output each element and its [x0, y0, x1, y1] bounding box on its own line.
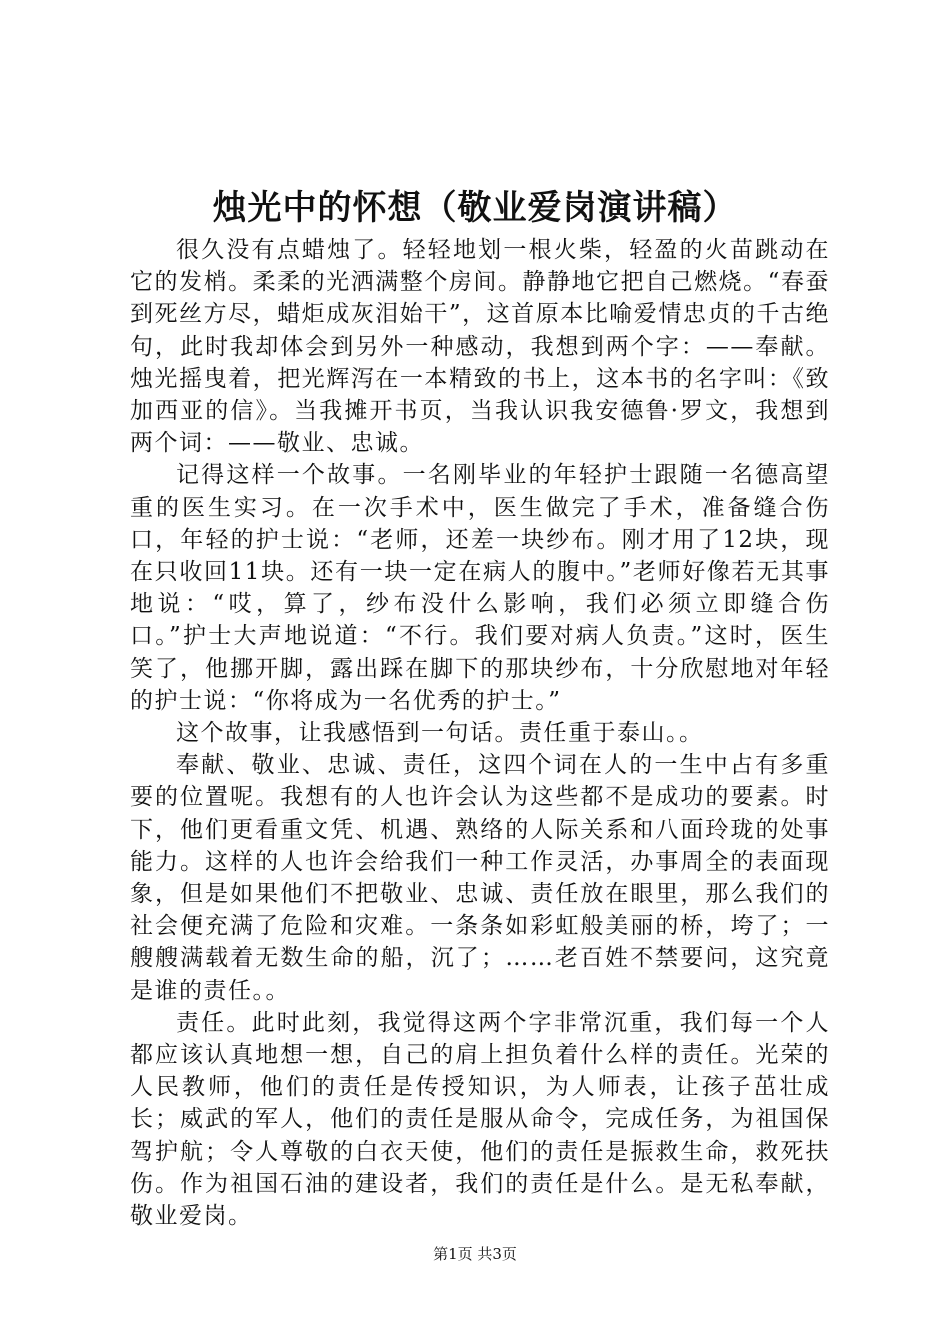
- paragraph-responsibility: 责任。此时此刻，我觉得这两个字非常沉重，我们每一个人都应该认真地想一想，自己的肩上担负着什么样的责任。光荣的人民教师，他们的责任是传授知识，为人师表，让孩子茁壮成长；威武的军人，他们的责任是服从命令，完成任务，为祖国保驾护航；令人尊敬的白衣天使，他们的责任是振救生命，救死扶伤。作为祖国石油的建设者，我们的责任是什么。是无私奉献，敬业爱岗。: [130, 1009, 830, 1230]
- paragraph-four-words: 奉献、敬业、忠诚、责任，这四个词在人的一生中占有多重要的位置呢。我想有的人也许会认为这些都不是成功的要素。时下，他们更看重文凭、机遇、熟络的人际关系和八面玲珑的处事能力。这样的人也许会给我们一种工作灵活，办事周全的表面现象，但是如果他们不把敬业、忠诚、责任放在眼里，那么我们的社会便充满了危险和灾难。一条条如彩虹般美丽的桥，垮了；一艘艘满载着无数生命的船，沉了；……老百姓不禁要问，这究竟是谁的责任。。: [130, 752, 830, 1004]
- paragraph-candle: 很久没有点蜡烛了。轻轻地划一根火柴，轻盈的火苗跳动在它的发梢。柔柔的光洒满整个房间。静静地它把自己燃烧。“春蚕到死丝方尽，蜡炬成灰泪始干”，这首原本比喻爱情忠贞的千古绝句，此时我却体会到另外一种感动，我想到两个字：——奉献。烛光摇曳着，把光辉泻在一本精致的书上，这本书的名字叫：《致加西亚的信》。当我摊开书页，当我认识我安德鲁·罗文，我想到两个词：——敬业、忠诚。: [130, 237, 830, 457]
- document-title: 烛光中的怀想（敬业爱岗演讲稿）: [212, 188, 738, 228]
- paragraph-nurse-story: 记得这样一个故事。一名刚毕业的年轻护士跟随一名德高望重的医生实习。在一次手术中，医生做完了手术，准备缝合伤口，年轻的护士说：“老师，还差一块纱布。刚才用了12块，现在只收回11块。还有一块一定在病人的腹中。”老师好像若无其事地说：“哎，算了，纱布没什么影响，我们必须立即缝合伤口。”护士大声地说道：“不行。我们要对病人负责。”这时，医生笑了，他挪开脚，露出踩在脚下的那块纱布，十分欣慰地对年轻的护士说：“你将成为一名优秀的护士。”: [130, 462, 830, 714]
- paragraph-lesson: 这个故事，让我感悟到一句话。责任重于泰山。。: [176, 720, 704, 747]
- page-number-footer: 第1页 共3页: [433, 1245, 517, 1263]
- document-body: [130, 234, 830, 1232]
